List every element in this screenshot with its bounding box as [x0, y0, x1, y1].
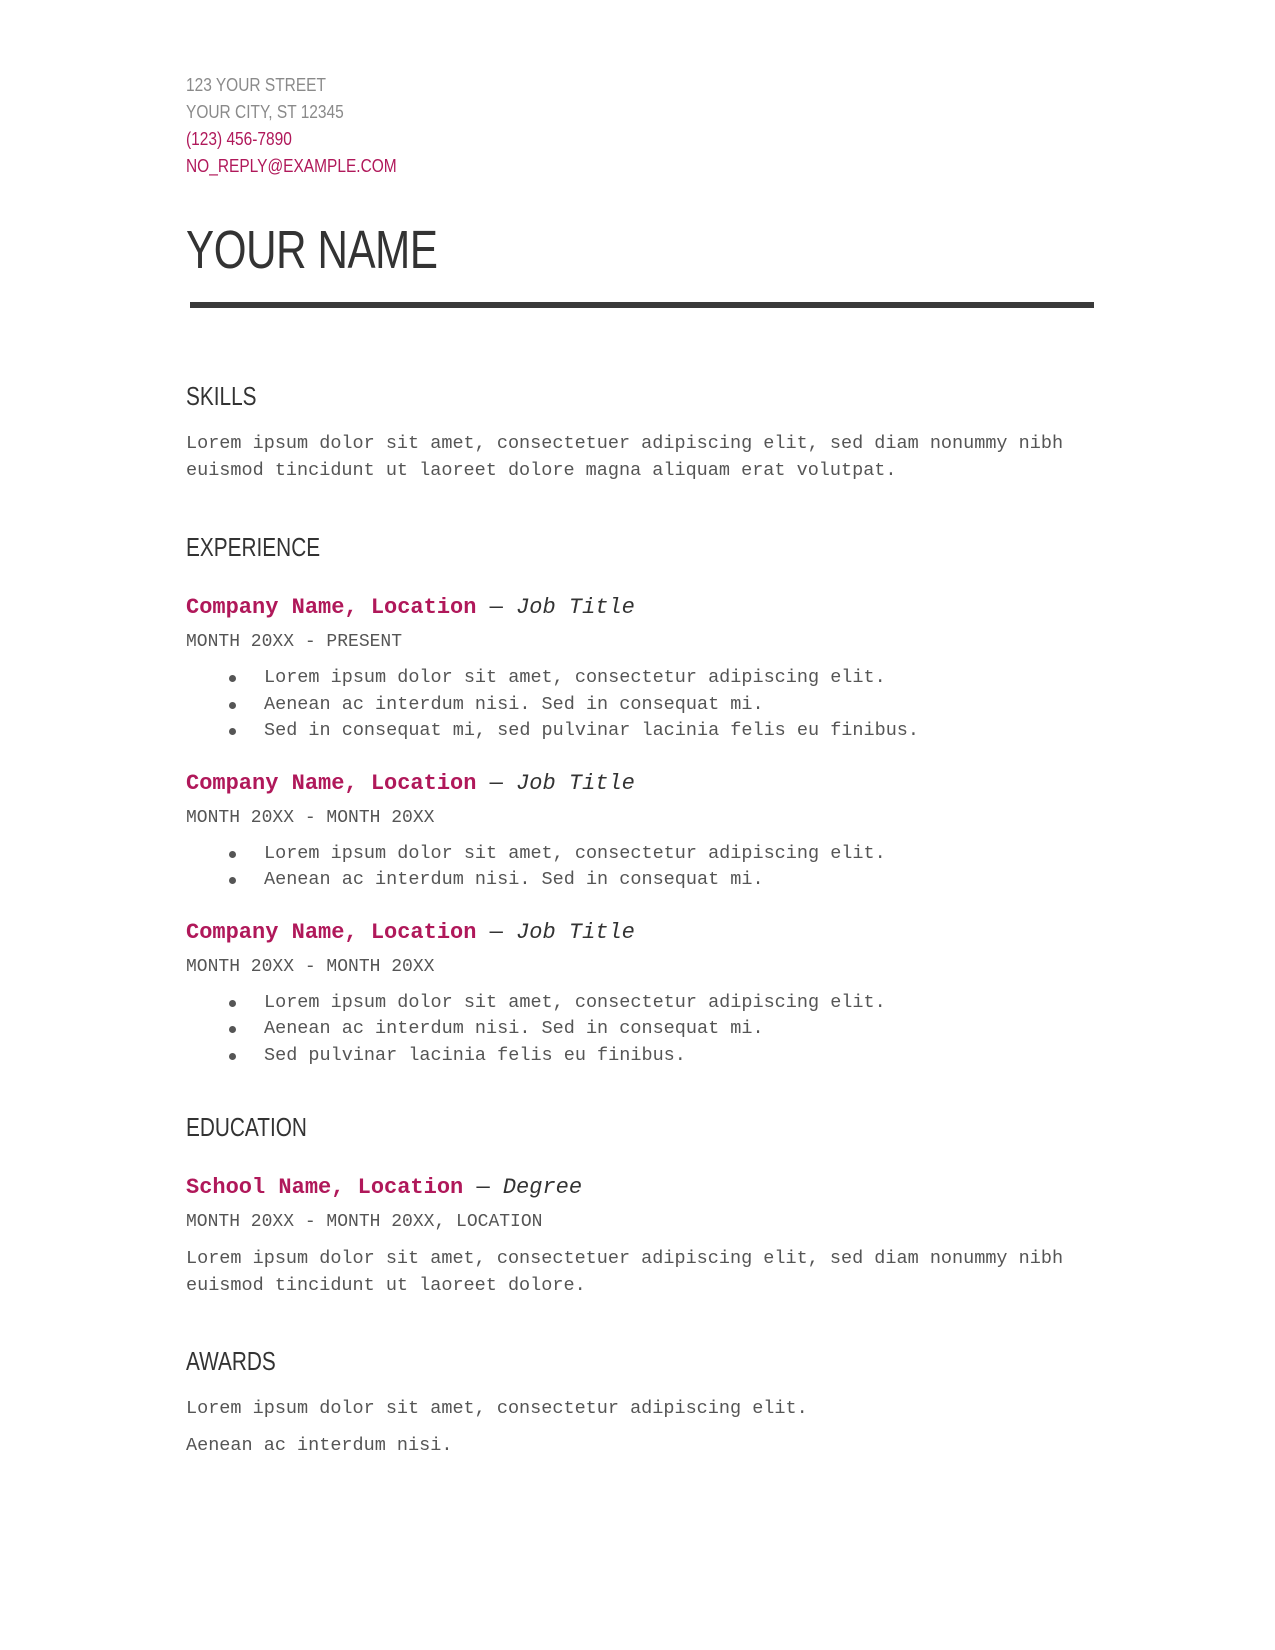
education-title: EDUCATION [186, 1112, 307, 1142]
job-bullet: Lorem ipsum dolor sit amet, consectetur adipiscing elit. [186, 990, 1090, 1017]
job-title: Job Title [516, 770, 635, 796]
job-bullets [186, 665, 1090, 745]
job-company: Company Name, Location [186, 770, 477, 796]
job-separator: — [476, 595, 517, 620]
contact-city: YOUR CITY, ST 12345 [186, 102, 344, 122]
job-bullet: Lorem ipsum dolor sit amet, consectetur adipiscing elit. [186, 665, 1090, 692]
job-company: Company Name, Location [186, 919, 477, 945]
job-bullet: Lorem ipsum dolor sit amet, consectetur adipiscing elit. [186, 841, 1090, 868]
education-text: Lorem ipsum dolor sit amet, consectetuer adipiscing elit, sed diam nonummy nibh euismod tincidunt ut laoreet dolore. [186, 1248, 1064, 1296]
job-bullets [186, 841, 1090, 894]
job-dates: MONTH 20XX - PRESENT [186, 632, 403, 652]
skills-section [186, 380, 1090, 484]
job-bullet: Sed in consequat mi, sed pulvinar lacinia felis eu finibus. [186, 718, 1090, 745]
job-bullet: Aenean ac interdum nisi. Sed in consequat mi. [186, 1016, 1090, 1043]
job-dates: MONTH 20XX - MONTH 20XX [186, 956, 435, 977]
education-entry [186, 1173, 1090, 1299]
job-separator: — [476, 919, 517, 945]
contact-email[interactable]: NO_REPLY@EXAMPLE.COM [186, 156, 397, 176]
education-separator: — [463, 1175, 503, 1200]
education-dates: MONTH 20XX - MONTH 20XX, LOCATION [186, 1212, 543, 1232]
job-header [186, 593, 1090, 623]
skills-text: Lorem ipsum dolor sit amet, consectetuer adipiscing elit, sed diam nonummy nibh euismod tincidunt ut laoreet dolore magna aliquam erat volutpat. [186, 433, 1064, 481]
contact-street: 123 YOUR STREET [186, 75, 326, 95]
contact-block [186, 72, 1090, 180]
job-entry [186, 593, 1090, 745]
job-bullets [186, 990, 1090, 1070]
name-heading: YOUR NAME [186, 220, 438, 280]
awards-section [186, 1345, 1090, 1459]
education-section [186, 1111, 1090, 1299]
award-line: Aenean ac interdum nisi. [186, 1435, 453, 1456]
job-separator: — [476, 770, 517, 796]
resume-page [186, 72, 1090, 1459]
job-entry [186, 769, 1090, 894]
contact-phone[interactable]: (123) 456-7890 [186, 129, 292, 149]
job-entry [186, 918, 1090, 1070]
skills-title: SKILLS [186, 381, 257, 411]
job-bullet: Aenean ac interdum nisi. Sed in consequat mi. [186, 867, 1090, 894]
job-header [186, 918, 1090, 948]
job-title: Job Title [516, 595, 635, 620]
awards-title: AWARDS [186, 1346, 276, 1376]
degree: Degree [502, 1175, 583, 1200]
job-dates: MONTH 20XX - MONTH 20XX [186, 807, 435, 828]
award-line: Lorem ipsum dolor sit amet, consectetur adipiscing elit. [186, 1398, 808, 1419]
school-name: School Name, Location [186, 1175, 464, 1200]
job-company: Company Name, Location [186, 595, 477, 620]
job-bullet: Aenean ac interdum nisi. Sed in consequat mi. [186, 692, 1090, 719]
name-divider [190, 302, 1094, 308]
experience-section [186, 531, 1090, 1069]
job-bullet: Sed pulvinar lacinia felis eu finibus. [186, 1043, 1090, 1070]
education-header [186, 1173, 1090, 1203]
job-header [186, 769, 1090, 799]
experience-title: EXPERIENCE [186, 532, 321, 562]
job-title: Job Title [516, 919, 635, 945]
